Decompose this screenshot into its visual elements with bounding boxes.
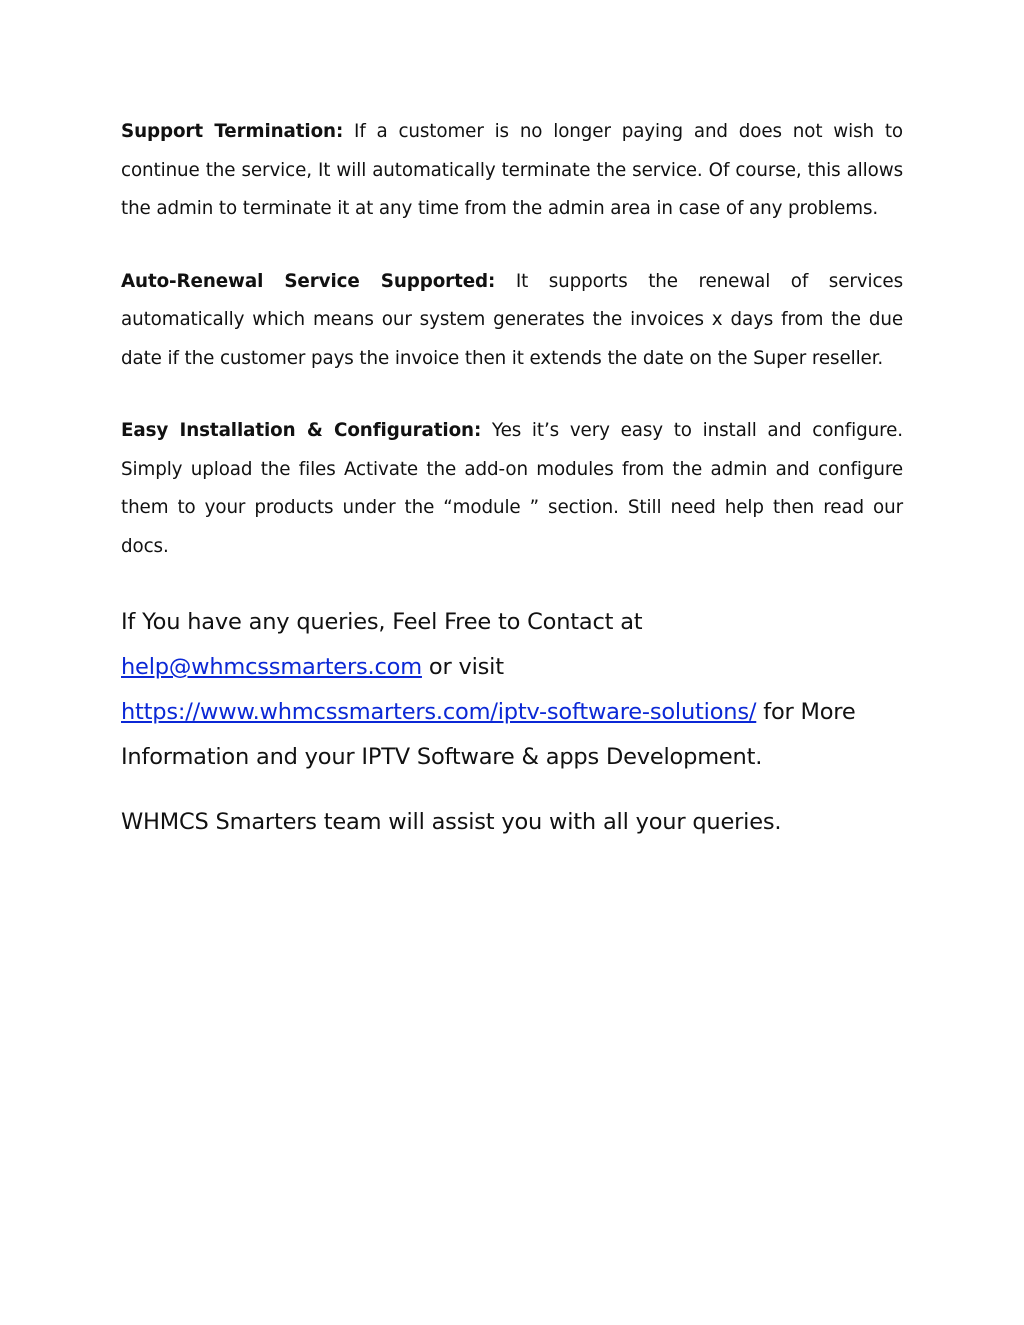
contact-paragraph — [121, 600, 903, 780]
auto-renewal-body: It supports the renewal of services automatically which means our system generates the invoices x days from the due date if the customer pays the invoice then it extends the date on the Super reseller. — [121, 270, 903, 369]
closing-statement: WHMCS Smarters team will assist you with all your queries. — [121, 809, 782, 835]
support-termination-paragraph — [121, 113, 903, 229]
email-link[interactable]: help@whmcssmarters.com — [121, 654, 422, 680]
support-termination-heading: Support Termination: — [121, 121, 344, 142]
website-link[interactable]: https://www.whmcssmarters.com/iptv-software-solutions/ — [121, 699, 757, 725]
auto-renewal-paragraph — [121, 263, 903, 379]
easy-installation-heading: Easy Installation & Configuration: — [121, 420, 482, 441]
document-page — [121, 113, 903, 838]
contact-intro: If You have any queries, Feel Free to Contact at — [121, 609, 643, 635]
auto-renewal-heading: Auto-Renewal Service Supported: — [121, 270, 496, 292]
support-termination-body: If a customer is no longer paying and does not wish to continue the service, It will automatically terminate the service. Of course, this allows the admin to terminate it at any time from the admin area in case of any problems. — [121, 121, 903, 219]
easy-installation-body: Yes it’s very easy to install and configure. Simply upload the files Activate the add-on modules from the admin and configure them to your products under the “module ” section. Still need help then read our docs. — [121, 420, 903, 557]
easy-installation-paragraph — [121, 412, 903, 566]
contact-visit-text: or visit — [421, 654, 504, 680]
contact-outro: for More Information and your IPTV Software & apps Development. — [121, 699, 856, 770]
